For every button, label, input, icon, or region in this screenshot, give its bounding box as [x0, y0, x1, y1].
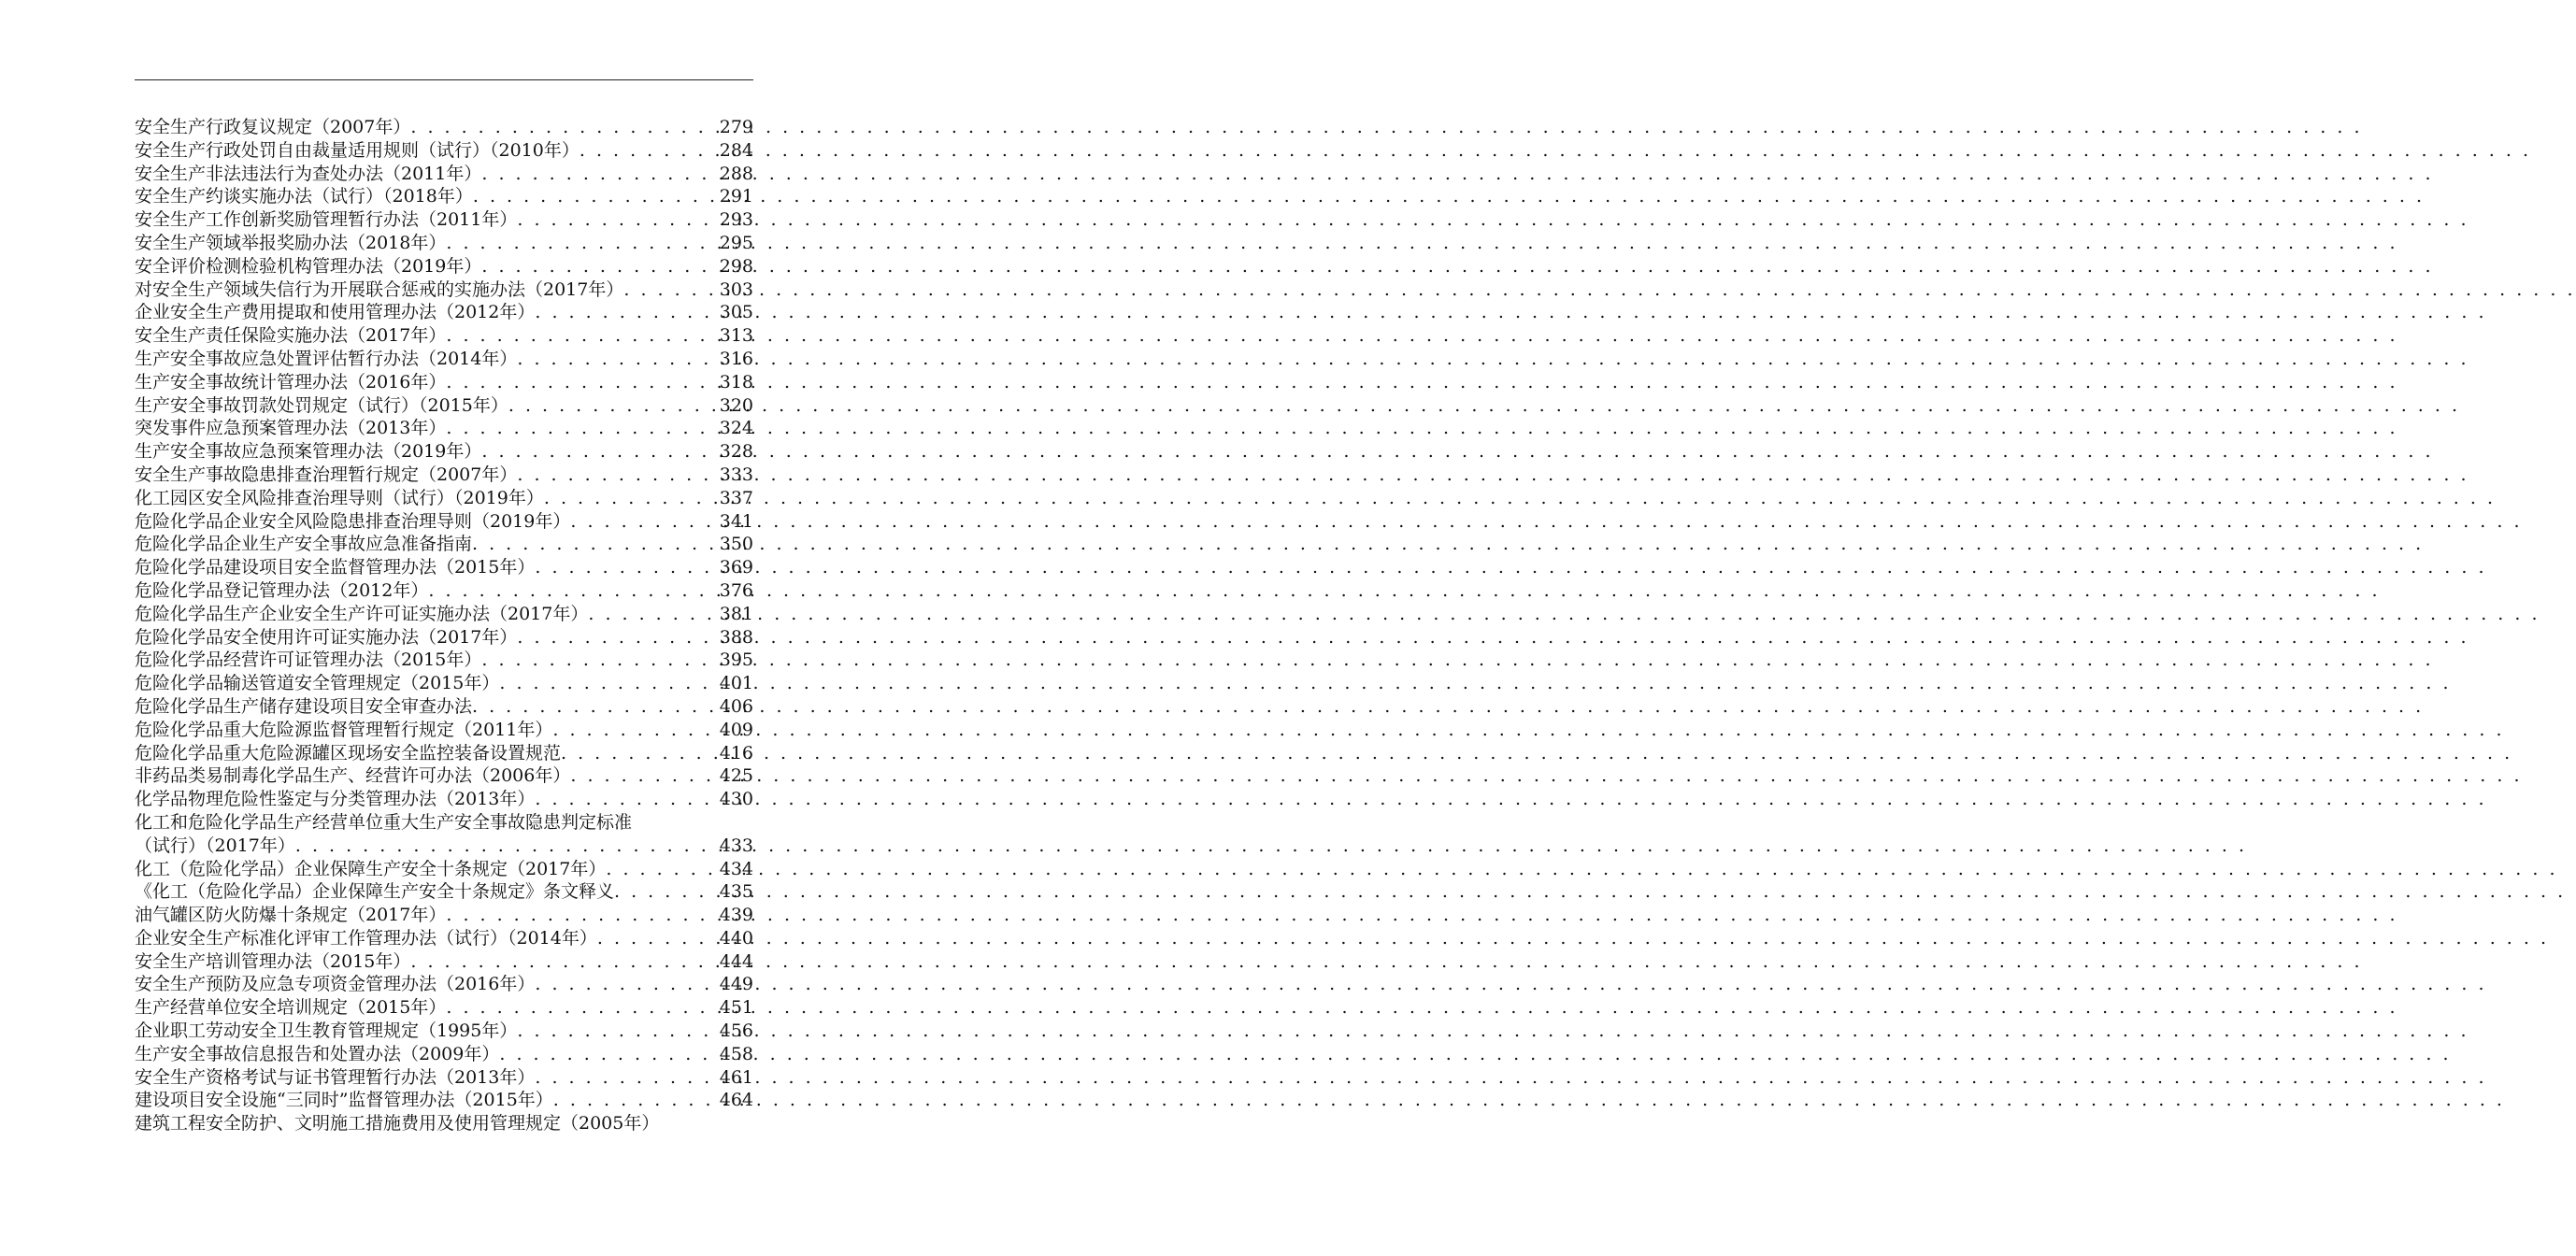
- toc-entry-title: 生产安全事故应急预案管理办法（2019年）: [135, 441, 482, 463]
- toc-entry[interactable]: [135, 904, 753, 927]
- toc-entry-page-number: 288: [719, 163, 753, 184]
- toc-entry-page-number: 369: [719, 557, 753, 578]
- toc-dot-leader: [481, 649, 717, 672]
- toc-entry-title: 油气罐区防火防爆十条规定（2017年）: [135, 905, 447, 926]
- toc-entry-page-number: 279: [719, 117, 753, 137]
- toc-entry[interactable]: [135, 464, 753, 487]
- toc-entry[interactable]: [135, 719, 753, 742]
- toc-entry[interactable]: [135, 835, 753, 858]
- toc-entry-title: 危险化学品生产企业安全生产许可证实施办法（2017年）: [135, 603, 589, 624]
- toc-entry-title: 危险化学品经营许可证管理办法（2015年）: [135, 649, 482, 671]
- toc-entry-page-number: 350: [719, 534, 753, 555]
- toc-entry-page-number: 433: [719, 835, 753, 856]
- toc-dot-leader: [535, 556, 717, 579]
- toc-entry[interactable]: [135, 695, 753, 719]
- toc-entry-page-number: 416: [719, 742, 753, 764]
- toc-entry[interactable]: [135, 626, 753, 649]
- toc-entry-title: 安全生产工作创新奖励管理暂行办法（2011年）: [135, 209, 518, 231]
- toc-entry-title: 安全生产培训管理办法（2015年）: [135, 950, 411, 972]
- toc-entry-page-number: 313: [719, 325, 753, 347]
- toc-entry-title: 突发事件应急预案管理办法（2013年）: [135, 418, 447, 439]
- toc-entry-title: 生产安全事故罚款处罚规定（试行）（2015年）: [135, 394, 508, 416]
- toc-entry-page-number: 305: [719, 302, 753, 323]
- toc-entry-page-number: 440: [719, 927, 753, 949]
- toc-entry-page-number: 324: [719, 418, 753, 439]
- toc-entry-page-number: 293: [719, 209, 753, 231]
- toc-entry-title: 非药品类易制毒化学品生产、经营许可办法（2006年）: [135, 765, 571, 787]
- toc-entry-title: 企业安全生产标准化评审工作管理办法（试行）（2014年）: [135, 927, 597, 949]
- toc-entry-title: 生产经营单位安全培训规定（2015年）: [135, 997, 447, 1019]
- toc-entry-title: 化工园区安全风险排查治理导则（试行）（2019年）: [135, 487, 544, 508]
- toc-dot-leader: [295, 835, 718, 858]
- toc-entry-page-number: 316: [719, 348, 753, 369]
- toc-entry-page-number: 439: [719, 905, 753, 926]
- toc-entry-title: 生产安全事故统计管理办法（2016年）: [135, 371, 447, 392]
- toc-entry-title: 危险化学品输送管道安全管理规定（2015年）: [135, 673, 500, 694]
- toc-entry-title: 安全生产非法违法行为查处办法（2011年）: [135, 163, 482, 184]
- toc-dot-leader: [552, 719, 717, 742]
- toc-entry[interactable]: [135, 1020, 753, 1043]
- toc-entry[interactable]: [135, 301, 753, 324]
- toc-entry-page-number: 320: [719, 394, 753, 416]
- toc-entry-title: 化工（危险化学品）企业保障生产安全十条规定（2017年）: [135, 858, 607, 879]
- document-page: [0, 0, 888, 1256]
- toc-entry-page-number: 409: [719, 719, 753, 740]
- toc-dot-leader: [517, 1020, 717, 1043]
- toc-entry-page-number: 458: [719, 1043, 753, 1064]
- toc-entry[interactable]: [135, 556, 753, 579]
- toc-entry[interactable]: [135, 764, 753, 788]
- toc-entry-title: 生产安全事故信息报告和处置办法（2009年）: [135, 1043, 500, 1064]
- toc-entry[interactable]: [135, 348, 753, 371]
- toc-dot-leader: [535, 973, 717, 996]
- toc-entry[interactable]: [135, 371, 753, 394]
- toc-entry-page-number: 395: [719, 649, 753, 671]
- toc-entry-page-number: 376: [719, 579, 753, 601]
- toc-entry-title: 安全生产行政复议规定（2007年）: [135, 117, 411, 137]
- toc-entry-title: 安全生产责任保险实施办法（2017年）: [135, 325, 447, 347]
- toc-entry[interactable]: [135, 116, 753, 139]
- toc-entry-page-number: 333: [719, 464, 753, 485]
- toc-dot-leader: [517, 348, 717, 371]
- toc-entry-title: 建筑工程安全防护、文明施工措施费用及使用管理规定（2005年）: [135, 1113, 660, 1135]
- toc-entry[interactable]: [135, 278, 753, 302]
- toc-entry-page-number: 425: [719, 765, 753, 787]
- toc-dot-leader: [428, 579, 717, 603]
- toc-entry-title: 建设项目安全设施“三同时”监督管理办法（2015年）: [135, 1090, 553, 1111]
- toc-dot-leader: [517, 208, 717, 232]
- toc-entry[interactable]: [135, 1043, 753, 1066]
- toc-entry-page-number: 284: [719, 139, 753, 161]
- toc-entry-title: 化工和危险化学品生产经营单位重大生产安全事故隐患判定标准: [135, 811, 633, 833]
- toc-entry[interactable]: [135, 487, 753, 510]
- toc-dot-leader: [614, 880, 718, 904]
- toc-entry-page-number: 381: [719, 603, 753, 624]
- toc-entry[interactable]: [135, 973, 753, 996]
- toc-dot-leader: [553, 1089, 718, 1112]
- toc-dot-leader: [472, 533, 718, 556]
- toc-dot-leader: [446, 324, 717, 348]
- toc-dot-leader: [570, 510, 717, 534]
- toc-entry-page-number: 456: [719, 1020, 753, 1042]
- toc-dot-leader: [446, 996, 717, 1020]
- toc-dot-leader: [446, 232, 717, 255]
- toc-dot-leader: [517, 626, 717, 649]
- toc-entry-page-number: 295: [719, 232, 753, 253]
- toc-dot-leader: [446, 417, 717, 440]
- toc-entry[interactable]: [135, 603, 753, 626]
- toc-dot-leader: [535, 1066, 717, 1090]
- toc-entry-title: 危险化学品生产储存建设项目安全审查办法: [135, 695, 473, 717]
- toc-entry[interactable]: [135, 440, 753, 464]
- toc-dot-leader: [472, 695, 718, 719]
- toc-entry-title: 化学品物理危险性鉴定与分类管理办法（2013年）: [135, 789, 536, 810]
- toc-dot-leader: [481, 163, 717, 186]
- toc-entry[interactable]: [135, 533, 753, 556]
- toc-entry-title: 安全评价检测检验机构管理办法（2019年）: [135, 255, 482, 277]
- toc-entry-page-number: 464: [719, 1090, 753, 1111]
- toc-entry[interactable]: [135, 927, 753, 950]
- toc-entry-title: 安全生产事故隐患排查治理暂行规定（2007年）: [135, 464, 518, 485]
- toc-entry[interactable]: [135, 811, 753, 835]
- toc-entry-title: 《化工（危险化学品）企业保障生产安全十条规定》条文释义: [135, 881, 615, 903]
- toc-dot-leader: [544, 487, 718, 510]
- toc-entry-page-number: 461: [719, 1066, 753, 1088]
- toc-dot-leader: [517, 464, 717, 487]
- toc-entry[interactable]: [135, 255, 753, 278]
- toc-dot-leader: [473, 185, 718, 208]
- toc-entry-page-number: 434: [719, 858, 753, 879]
- toc-entry[interactable]: [135, 1112, 753, 1135]
- toc-entry-title: 危险化学品安全使用许可证实施办法（2017年）: [135, 626, 518, 648]
- toc-entry-title: 企业职工劳动安全卫生教育管理规定（1995年）: [135, 1020, 518, 1042]
- toc-entry-title: 安全生产资格考试与证书管理暂行办法（2013年）: [135, 1066, 536, 1088]
- toc-entry[interactable]: [135, 510, 753, 534]
- toc-dot-leader: [481, 440, 717, 464]
- toc-entry[interactable]: [135, 139, 753, 163]
- toc-entry-title: 安全生产行政处罚自由裁量适用规则（试行）（2010年）: [135, 139, 580, 161]
- toc-entry-title: 企业安全生产费用提取和使用管理办法（2012年）: [135, 302, 536, 323]
- table-of-contents: [135, 116, 753, 1135]
- toc-entry-page-number: 341: [719, 510, 753, 532]
- toc-entry-title: 安全生产预防及应急专项资金管理办法（2016年）: [135, 974, 536, 995]
- toc-entry-page-number: 451: [719, 997, 753, 1019]
- toc-entry-page-number: 298: [719, 255, 753, 277]
- toc-dot-leader: [623, 278, 717, 302]
- toc-dot-leader: [446, 904, 717, 927]
- toc-entry-page-number: 430: [719, 789, 753, 810]
- toc-entry[interactable]: [135, 672, 753, 695]
- toc-entry-title: 危险化学品重大危险源监督管理暂行规定（2011年）: [135, 719, 553, 740]
- toc-entry[interactable]: [135, 880, 753, 904]
- toc-entry[interactable]: [135, 950, 753, 974]
- toc-entry-page-number: 303: [719, 278, 753, 300]
- toc-entry-page-number: 406: [719, 695, 753, 717]
- toc-dot-leader: [588, 603, 717, 626]
- toc-entry[interactable]: [135, 185, 753, 208]
- toc-entry[interactable]: [135, 788, 753, 811]
- toc-entry-title: 危险化学品企业生产安全事故应急准备指南: [135, 534, 473, 555]
- toc-entry[interactable]: [135, 417, 753, 440]
- toc-entry-title: （试行）（2017年）: [135, 835, 295, 856]
- toc-entry[interactable]: [135, 324, 753, 348]
- toc-dot-leader: [410, 950, 717, 974]
- toc-entry-title: 对安全生产领域失信行为开展联合惩戒的实施办法（2017年）: [135, 278, 624, 300]
- toc-entry-page-number: 337: [719, 487, 753, 508]
- toc-entry-title: 生产安全事故应急处置评估暂行办法（2014年）: [135, 348, 518, 369]
- toc-dot-leader: [499, 672, 717, 695]
- toc-dot-leader: [570, 764, 717, 788]
- toc-entry-page-number: 435: [719, 881, 753, 903]
- header-rule: [135, 79, 753, 80]
- toc-entry[interactable]: [135, 163, 753, 186]
- toc-entry-title: 危险化学品企业安全风险隐患排查治理导则（2019年）: [135, 510, 571, 532]
- toc-entry-page-number: 388: [719, 626, 753, 648]
- toc-entry[interactable]: [135, 208, 753, 232]
- toc-entry-title: 危险化学品重大危险源罐区现场安全监控装备设置规范: [135, 742, 562, 764]
- toc-dot-leader: [410, 116, 717, 139]
- toc-entry[interactable]: [135, 579, 753, 603]
- toc-dot-leader: [606, 858, 717, 881]
- toc-dot-leader: [597, 927, 718, 950]
- toc-dot-leader: [508, 394, 718, 418]
- toc-entry-title: 危险化学品登记管理办法（2012年）: [135, 579, 429, 601]
- toc-entry[interactable]: [135, 1089, 753, 1112]
- toc-dot-leader: [561, 742, 718, 765]
- toc-entry[interactable]: [135, 996, 753, 1020]
- toc-dot-leader: [446, 371, 717, 394]
- toc-entry-page-number: 328: [719, 441, 753, 463]
- toc-entry[interactable]: [135, 742, 753, 765]
- toc-entry-title: 安全生产约谈实施办法（试行）（2018年）: [135, 186, 473, 207]
- toc-entry[interactable]: [135, 394, 753, 418]
- toc-dot-leader: [535, 788, 717, 811]
- toc-entry-page-number: 401: [719, 673, 753, 694]
- toc-entry-page-number: 291: [719, 186, 753, 207]
- toc-entry[interactable]: [135, 1066, 753, 1090]
- toc-dot-leader: [580, 139, 718, 163]
- toc-entry[interactable]: [135, 649, 753, 672]
- toc-dot-leader: [481, 255, 717, 278]
- toc-dot-leader: [499, 1043, 717, 1066]
- toc-entry-page-number: 318: [719, 371, 753, 392]
- toc-entry[interactable]: [135, 232, 753, 255]
- toc-entry-title: 安全生产领域举报奖励办法（2018年）: [135, 232, 447, 253]
- toc-entry-page-number: 449: [719, 974, 753, 995]
- toc-entry[interactable]: [135, 858, 753, 881]
- toc-dot-leader: [535, 301, 717, 324]
- toc-entry-title: 危险化学品建设项目安全监督管理办法（2015年）: [135, 557, 536, 578]
- toc-entry-page-number: 444: [719, 950, 753, 972]
